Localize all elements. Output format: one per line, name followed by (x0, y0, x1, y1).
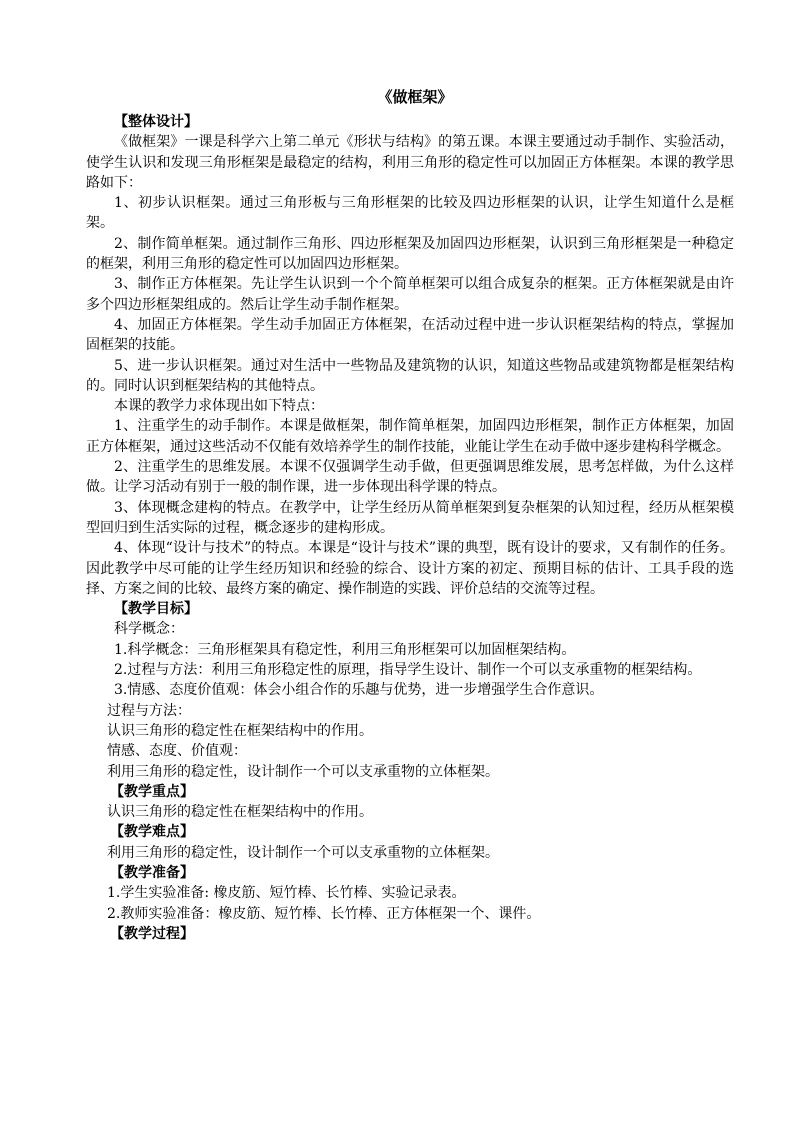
heading-objectives: 【教学目标】 (114, 601, 198, 618)
design-step: 5、进一步认识框架。通过对生活中一些物品及建筑物的认识，知道这些物品或建筑物都是框架结构的。同时认识到框架结构的其他特点。 (86, 357, 734, 394)
attitude-text: 利用三角形的稳定性，设计制作一个可以支承重物的立体框架。 (107, 763, 499, 780)
objective-item: 2.过程与方法：利用三角形稳定性的原理，指导学生设计、制作一个可以支承重物的框架结构。 (114, 662, 702, 679)
preparation-student: 1.学生实验准备: 橡皮筋、短竹棒、长竹棒、实验记录表。 (107, 885, 466, 902)
key-points-text: 认识三角形的稳定性在框架结构中的作用。 (107, 804, 373, 821)
process-text: 认识三角形的稳定性在框架结构中的作用。 (107, 722, 373, 739)
document-title: 《做框架》 (377, 88, 453, 106)
attitude-label: 情感、态度、价值观： (107, 743, 247, 760)
features-intro: 本课的教学力求体现出如下特点： (114, 398, 324, 415)
document-body (86, 86, 734, 944)
feature-item: 3、体现概念建构的特点。在教学中，让学生经历从简单框架到复杂框架的认知过程，经历从框架模型回归到生活实际的过程，概念逐步的建构形成。 (86, 499, 734, 536)
heading-preparation: 【教学准备】 (110, 864, 194, 881)
design-step: 4、加固正方体框架。学生动手加固正方体框架，在活动过程中进一步认识框架结构的特点，掌握加固框架的技能。 (86, 316, 734, 354)
feature-item: 2、注重学生的思维发展。本课不仅强调学生动手做，但更强调思维发展，思考怎样做，为什么这样做。让学习活动有别于一般的制作课，进一步体现出科学课的特点。 (86, 459, 734, 496)
overall-design-intro: 《做框架》一课是科学六上第二单元《形状与结构》的第五课。本课主要通过动手制作、实验活动，使学生认识和发现三角形框架是最稳定的结构，利用三角形的稳定性可以加固正方体框架。本课的教学思路如下： (86, 134, 734, 191)
heading-key-points: 【教学重点】 (110, 783, 194, 800)
objective-item: 3.情感、态度价值观：体会小组合作的乐趣与优势，进一步增强学生合作意识。 (114, 682, 604, 699)
design-step: 2、制作简单框架。通过制作三角形、四边形框架及加固四边形框架，认识到三角形框架是一种稳定的框架，利用三角形的稳定性可以加固四边形框架。 (86, 235, 734, 273)
process-label: 过程与方法： (107, 702, 191, 719)
feature-item: 1、注重学生的动手制作。本课是做框架，制作简单框架，加固四边形框架，制作正方体框架，加固正方体框架，通过这些活动不仅能有效培养学生的制作技能，业能让学生在动手做中逐步建构科学概念。 (86, 418, 734, 455)
feature-item: 4、体现“设计与技术”的特点。本课是“设计与技术”课的典型，既有设计的要求，又有制作的任务。因此教学中尽可能的让学生经历知识和经验的综合、设计方案的初定、预期目标的估计、工具手段的选择、方案之间的比较、最终方案的确定、操作制造的实践、评价总结的交流等过程。 (86, 540, 734, 597)
objective-item: 1.科学概念：三角形框架具有稳定性，利用三角形框架可以加固框架结构。 (114, 641, 576, 658)
design-step: 3、制作正方体框架。先让学生认识到一个个简单框架可以组合成复杂的框架。正方体框架就是由许多个四边形框架组成的。然后让学生动手制作框架。 (86, 276, 734, 313)
heading-difficulties: 【教学难点】 (110, 824, 194, 841)
difficulties-text: 利用三角形的稳定性，设计制作一个可以支承重物的立体框架。 (107, 844, 499, 861)
heading-overall-design: 【整体设计】 (114, 114, 198, 130)
heading-process: 【教学过程】 (110, 925, 194, 942)
design-step: 1、初步认识框架。通过三角形板与三角形框架的比较及四边形框架的认识，让学生知道什么是框架。 (86, 195, 734, 232)
preparation-teacher: 2.教师实验准备：橡皮筋、短竹棒、长竹棒、正方体框架一个、课件。 (107, 905, 541, 922)
objectives-concept-label: 科学概念： (114, 621, 184, 638)
